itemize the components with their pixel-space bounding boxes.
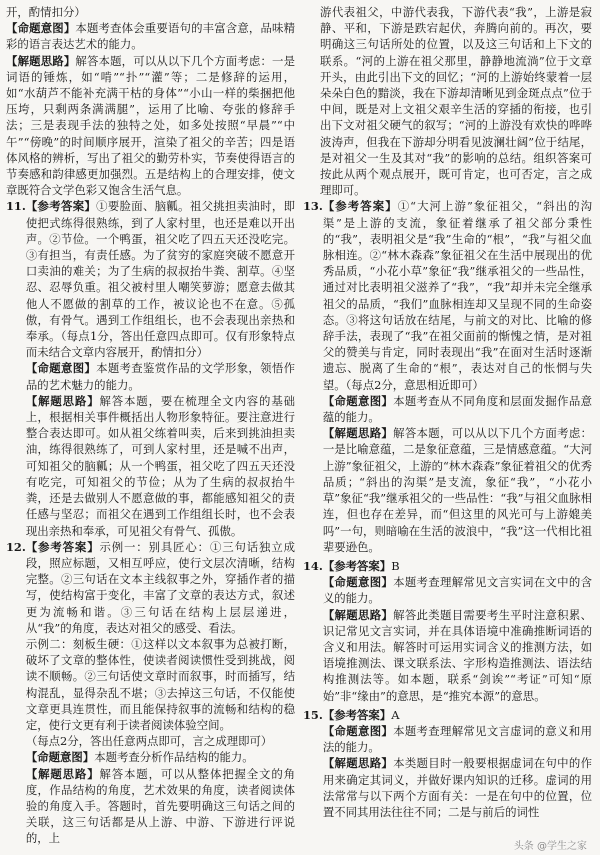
- q12-approach-text: 解答本题，可以从整体把握全文的角度，作品结构的角度，艺术效果的角度，读者阅读体验的角度入手。答题时，首先要明确这三句话之间的关联，这三句话都是从上游、中游、下游进行评说的，上: [25, 766, 295, 846]
- q11-answer-tag: 【参考答案】: [25, 199, 97, 214]
- q10-approach-text: 解答本题，可以从以下几个方面考虑：一是词语的锤炼，如“啃”“扑”“灌”等；二是修辞的运用，如“水葫芦不能补充满干枯的身体”“小山一样的柴捆把他压垮，只剩两条满满腿”，运用了比喻、夸张的修辞手法；三是表现手法的独特之处，如多处按照“早晨”“中午”“傍晚”的时间顺序展开，渲染了祖父的辛苦；四是语体风格的辨析，写出了祖父的勤劳朴实，节奏使得语言的节奏感和韵律感更加强烈。五是结构上的合理安排，使文章既符合文学色彩又饱含生活气息。: [6, 53, 295, 198]
- q14-approach-text: 解答此类题目需要考生平时注意积累、识记常见文言实词，并在具体语境中准确推断词语的含义和用法。解答时可运用实词含义的推测方法，如语境推测法、课文联系法、字形构造推测法、语法结构推测法等。如本题，联系“剑诶”“考证”可知“原始”非“缘由”的意思，是“推究本源”的意思。: [322, 607, 592, 703]
- q12-intent-tag: 【命题意图】: [25, 750, 95, 765]
- q14-answer-text: B: [391, 558, 400, 573]
- left-top-continuation: 开，酌情扣分）: [6, 5, 86, 19]
- q15-approach-text: 本类题目时一般要根据虚词在句中的作用来确定其词义，并做好课内知识的迁移。虚词的用法常常与以下两个方面有关：一是在句中的位置，位置不同其用法往往不同；二是与前后的词性: [322, 756, 592, 819]
- q13-number: 13.: [303, 199, 323, 214]
- q14-block: [303, 558, 592, 704]
- right-column: [303, 4, 592, 851]
- q12-score-note: （每点2分，答出任意两点即可，言之成理即可）: [25, 734, 273, 749]
- q12-approach-tag: 【解题思路】: [25, 766, 100, 781]
- q13-answer-tag: 【参考答案】: [322, 199, 398, 214]
- q13-approach-tag: 【解题思路】: [322, 426, 394, 441]
- q11-answer-text: ①要脸面、脑瓤。祖父挑担卖油时，即使把式练得很熟练，到了人家村里，也还是难以开出声。②节俭。一个鸭蛋，祖父吃了四五天还没吃完。③有担当，有责任感。为了贫穷的家庭突破不愿意开口卖油的难关；为了生病的叔叔抬牛粪、割草。④坚忍、忍辱负重。祖父被村里人嘲笑萝游；愿意去做其他人不愿做的割草的工作，被议论也不在意。⑤孤傲，有骨气。遇到工作组组长，也不会表现出亲热和奉承。（每点1分，答出任意四点即可。仅有形象特点而未结合文章内容展开，酌情扣分）: [25, 199, 295, 360]
- q15-answer-tag: 【参考答案】: [322, 707, 392, 722]
- q15-answer-text: A: [391, 707, 400, 722]
- q13-intent: [323, 393, 592, 425]
- q11-block: [6, 198, 295, 538]
- q15-approach: [323, 755, 592, 820]
- q15-intent-text: 本题考查理解常见文言虚词的意义和用法的能力。: [322, 723, 592, 755]
- q14-intent-text: 本题考查理解常见文言实词在文中的含义的能力。: [322, 575, 592, 606]
- q11-intent: [26, 360, 295, 392]
- q12-approach: [26, 766, 295, 847]
- q13-answer: [323, 198, 592, 392]
- q15-answer: [323, 707, 592, 723]
- q13-approach: [323, 425, 592, 555]
- q14-approach-tag: 【解题思路】: [322, 607, 394, 622]
- q14-intent-tag: 【命题意图】: [322, 575, 394, 590]
- q10-intent: [6, 20, 295, 52]
- q13-answer-text: ①“大河上游”象征祖父，“斜出的沟渠”是上游的支流，象征着继承了祖父部分秉性的“我”，表明祖父是“我”生命的“根”，“我”与祖父血脉相连。②“林木森森”象征祖父在生活中展现出的优秀品质，“小花小草”象征“我”继承祖父的一些品性，通过对比表明祖父滋养了“我”，“我”却并未完全继承祖父的品质，“我们”血脉相连却又呈现不同的生命姿态。③将这句话放在结尾，与前文的对比、比喻的修辞手法，表现了“我”在祖父面前的惭愧之情，是对祖父的赞美与肯定，同时表现出“我”在面对生活时逐渐遗忘、脱离了生命的“根”，表达对自己的怅惘与失望。（每点2分，意思相近即可）: [322, 199, 592, 392]
- q11-answer: [26, 198, 295, 360]
- q10-approach-tag: 【解题思路】: [6, 53, 76, 68]
- q15-block: [303, 707, 592, 820]
- q13-block: [303, 198, 592, 554]
- q13-approach-text: 解答本题，可以从以下几个方面考虑：一是比喻意蕴，二是象征意蕴，三是情感意蕴。“大河上游”象征祖父，上游的“林木森森”象征着祖父的优秀品质；“斜出的沟渠”是支流，象征“我”，“小花小草”象征“我”继承祖父的一些品性：“我”与祖父血脉相连，但也存在差异，而“但这里的风光可与上游媲美吗”一句，则暗喻在生活的波浪中，“我”这一代相比祖辈要逊色。: [322, 426, 592, 554]
- q14-number: 14.: [303, 558, 323, 573]
- q11-approach: [26, 393, 295, 539]
- q15-intent-tag: 【命题意图】: [322, 723, 394, 738]
- right-top-continuation: 游代表祖父，中游代表我，下游代表“我”，上游是寂静、平和，下游是跌宕起伏，奔腾向前的。再次，要明确这三句话所处的位置，以及这三句话和上下文的联系。“河的上游在祖父那里，静静地流淌”位于文章开头，由此引出下文的回忆；“河的上游始终蒙着一层朵朵白色的黯淡，我在下游却清晰见到金斑点点”位于中间，既是对上文祖父艰辛生活的穿插的衔接，也引出下文对祖父硬气的叙写；“河的上游没有欢快的哗哗波涛声，但我在下游却分明看见波澜壮阔”位于结尾，是对祖父一生及其对“我”的影响的总结。组织答案可按此从两个观点展开，既可肯定，也可否定，言之成理即可。: [320, 5, 592, 198]
- q14-answer: [323, 558, 592, 574]
- q13-intent-tag: 【命题意图】: [322, 393, 394, 408]
- q15-number: 15.: [303, 707, 323, 722]
- q12-intent-text: 本题考查分析作品结构的能力。: [94, 750, 254, 765]
- q15-approach-tag: 【解题思路】: [322, 756, 394, 771]
- q10-intent-text: 本题考查体会重要语句的丰富含意，品味精彩的语言表达艺术的能力。: [6, 21, 295, 52]
- q11-approach-text: 解答本题，要在梳理全文内容的基础上，根据相关事件概括出人物形象特征。要注意进行整合表达即可。如从祖父练着叫卖，后来到挑油担卖油，练得很熟练了，可到人家村里，还是喊不出声，可知祖父的脑瓤；从一个鸭蛋，祖父吃了四五天还没有吃完，可知祖父的节俭；从为了生病的叔叔抬牛粪，还是去做别人不愿意做的事，都能感知祖父的责任感与坚忍；而祖父在遇到工作组组长时，也不会表现出亲热和奉承，可见祖父有骨气、孤傲。: [25, 393, 295, 538]
- watermark-label: 头条 @学生之家: [511, 837, 590, 852]
- q14-approach: [323, 607, 592, 704]
- q12-block: [6, 539, 295, 847]
- q12-answer: [26, 539, 295, 636]
- q15-intent: [323, 723, 592, 755]
- q14-intent: [323, 574, 592, 606]
- q11-intent-text: 本题考查鉴赏作品的文学形象，领悟作品的艺术魅力的能力。: [25, 361, 295, 392]
- q10-approach: [6, 53, 295, 199]
- q12-intent: [26, 749, 295, 765]
- q10-intent-tag: 【命题意图】: [6, 21, 76, 36]
- q11-intent-tag: 【命题意图】: [25, 361, 97, 376]
- q11-approach-tag: 【解题思路】: [25, 393, 100, 408]
- q12-answer-text: 示例一：别具匠心：①三句话独立成段，照应标题，又相互呼应，使行文层次清晰，结构完整。②三句话在文本主线叙事之外，穿插作者的描写，使结构富于变化，丰富了文章的表达方式，叙述更为流畅和谐。③三句话在结构上层层递进，从“我”的角度，表达对祖父的感受、看法。: [25, 539, 295, 635]
- q14-answer-tag: 【参考答案】: [322, 558, 392, 573]
- q12-number: 12.: [6, 539, 26, 554]
- q12-example-two: 示例二：刻板生硬：①这样以文本叙事为总被打断，破坏了文章的整体性，使读者阅读惯性受到挑战，阅读不顺畅。②三句话使文章时而叙事，时而插写，结构混乱，显得杂乱不堪；③去掉这三句话，不仅能使文章更具连贯性，而且能保持叙事的流畅和结构的稳定，使行文更有利于读者阅读体验空间。: [25, 636, 295, 732]
- left-column: [6, 4, 295, 851]
- q12-answer-tag: 【参考答案】: [25, 539, 100, 554]
- q11-number: 11.: [6, 199, 26, 214]
- q13-intent-text: 本题考查从不同角度和层面发掘作品意蕴的能力。: [322, 393, 592, 425]
